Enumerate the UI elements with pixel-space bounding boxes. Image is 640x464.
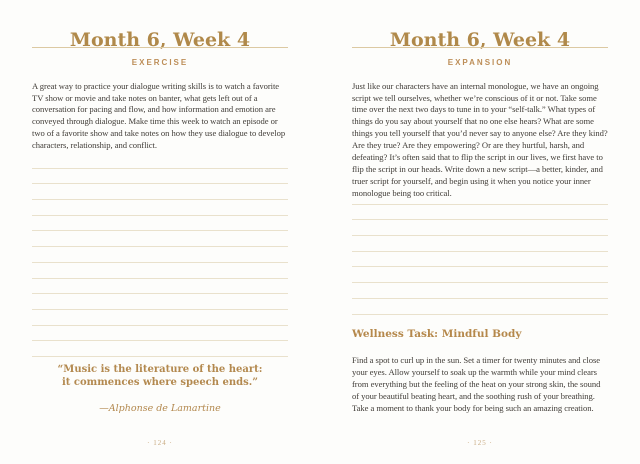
ruled-line xyxy=(352,299,608,315)
ruled-line xyxy=(352,283,608,299)
exercise-body-text: A great way to practice your dialogue writing skills is to watch a favorite TV show or movie and take notes on banter, what gets left out of a conversation for pacing and flow, and how information and emotion are conveyed through dialogue. Make time this week to watch an episode or two of a favorite show and take notes on how they use dialogue to develop characters, relationship, and conflict. xyxy=(32,80,286,151)
ruled-line xyxy=(32,169,288,185)
quote-line: it commences where speech ends.” xyxy=(61,376,259,388)
writing-lines xyxy=(32,153,288,357)
title-divider xyxy=(32,47,288,48)
ruled-line xyxy=(32,294,288,310)
wellness-task-title: Wellness Task: Mindful Body xyxy=(352,328,522,340)
ruled-line xyxy=(352,252,608,268)
quote-attribution: —Alphonse de Lamartine xyxy=(99,403,221,414)
ruled-line xyxy=(32,310,288,326)
writing-lines xyxy=(352,189,608,315)
quote-line: “Music is the literature of the heart: xyxy=(57,364,263,375)
page-title: Month 6, Week 4 xyxy=(389,28,571,51)
ruled-line xyxy=(32,216,288,232)
ruled-line xyxy=(32,153,288,169)
ruled-line xyxy=(352,205,608,221)
ruled-line xyxy=(352,236,608,252)
section-label-expansion: EXPANSION xyxy=(447,58,513,67)
page-right xyxy=(320,0,640,464)
ruled-line xyxy=(352,267,608,283)
ruled-line xyxy=(32,231,288,247)
ruled-line xyxy=(352,189,608,205)
ruled-line xyxy=(32,279,288,295)
ruled-line xyxy=(32,200,288,216)
title-divider xyxy=(352,47,608,48)
page-title: Month 6, Week 4 xyxy=(69,28,251,51)
quote xyxy=(0,364,320,390)
ruled-line xyxy=(32,247,288,263)
ruled-line xyxy=(32,326,288,342)
ruled-line xyxy=(32,184,288,200)
page-number: · 125 · xyxy=(467,439,493,447)
expansion-body-text: Just like our characters have an internal monologue, we have an ongoing script we tell ourselves, whether we’re conscious of it or not. Take some time over the next two days to tune in to your “self-talk.” What types of things do you say about yourself that no one else hears? What are some things you tell yourself that you’d never say to anyone else? Are they kind? Are they true? Are they empowering? Or are they hurtful, harsh, and defeating? It’s often said that to flip the script in our lives, we first have to flip the script in our heads. Write down a new script—a better, kinder, and truer script for yourself, and begin using it when you notice your inner monologue being too critical. xyxy=(352,80,608,198)
page-number: · 124 · xyxy=(147,439,173,447)
wellness-task-body-text: Find a spot to curl up in the sun. Set a timer for twenty minutes and close your eyes. Allow yourself to soak up the warmth while your mind clears from everything but the feeling of the heat on your strong skin, the sound of your beautiful beating heart, and the soothing rush of your breathing. Take a moment to thank your body for being such an amazing creation. xyxy=(352,354,601,414)
ruled-line xyxy=(32,263,288,279)
ruled-line xyxy=(352,220,608,236)
ruled-line xyxy=(32,341,288,357)
section-label-exercise: EXERCISE xyxy=(131,58,189,67)
